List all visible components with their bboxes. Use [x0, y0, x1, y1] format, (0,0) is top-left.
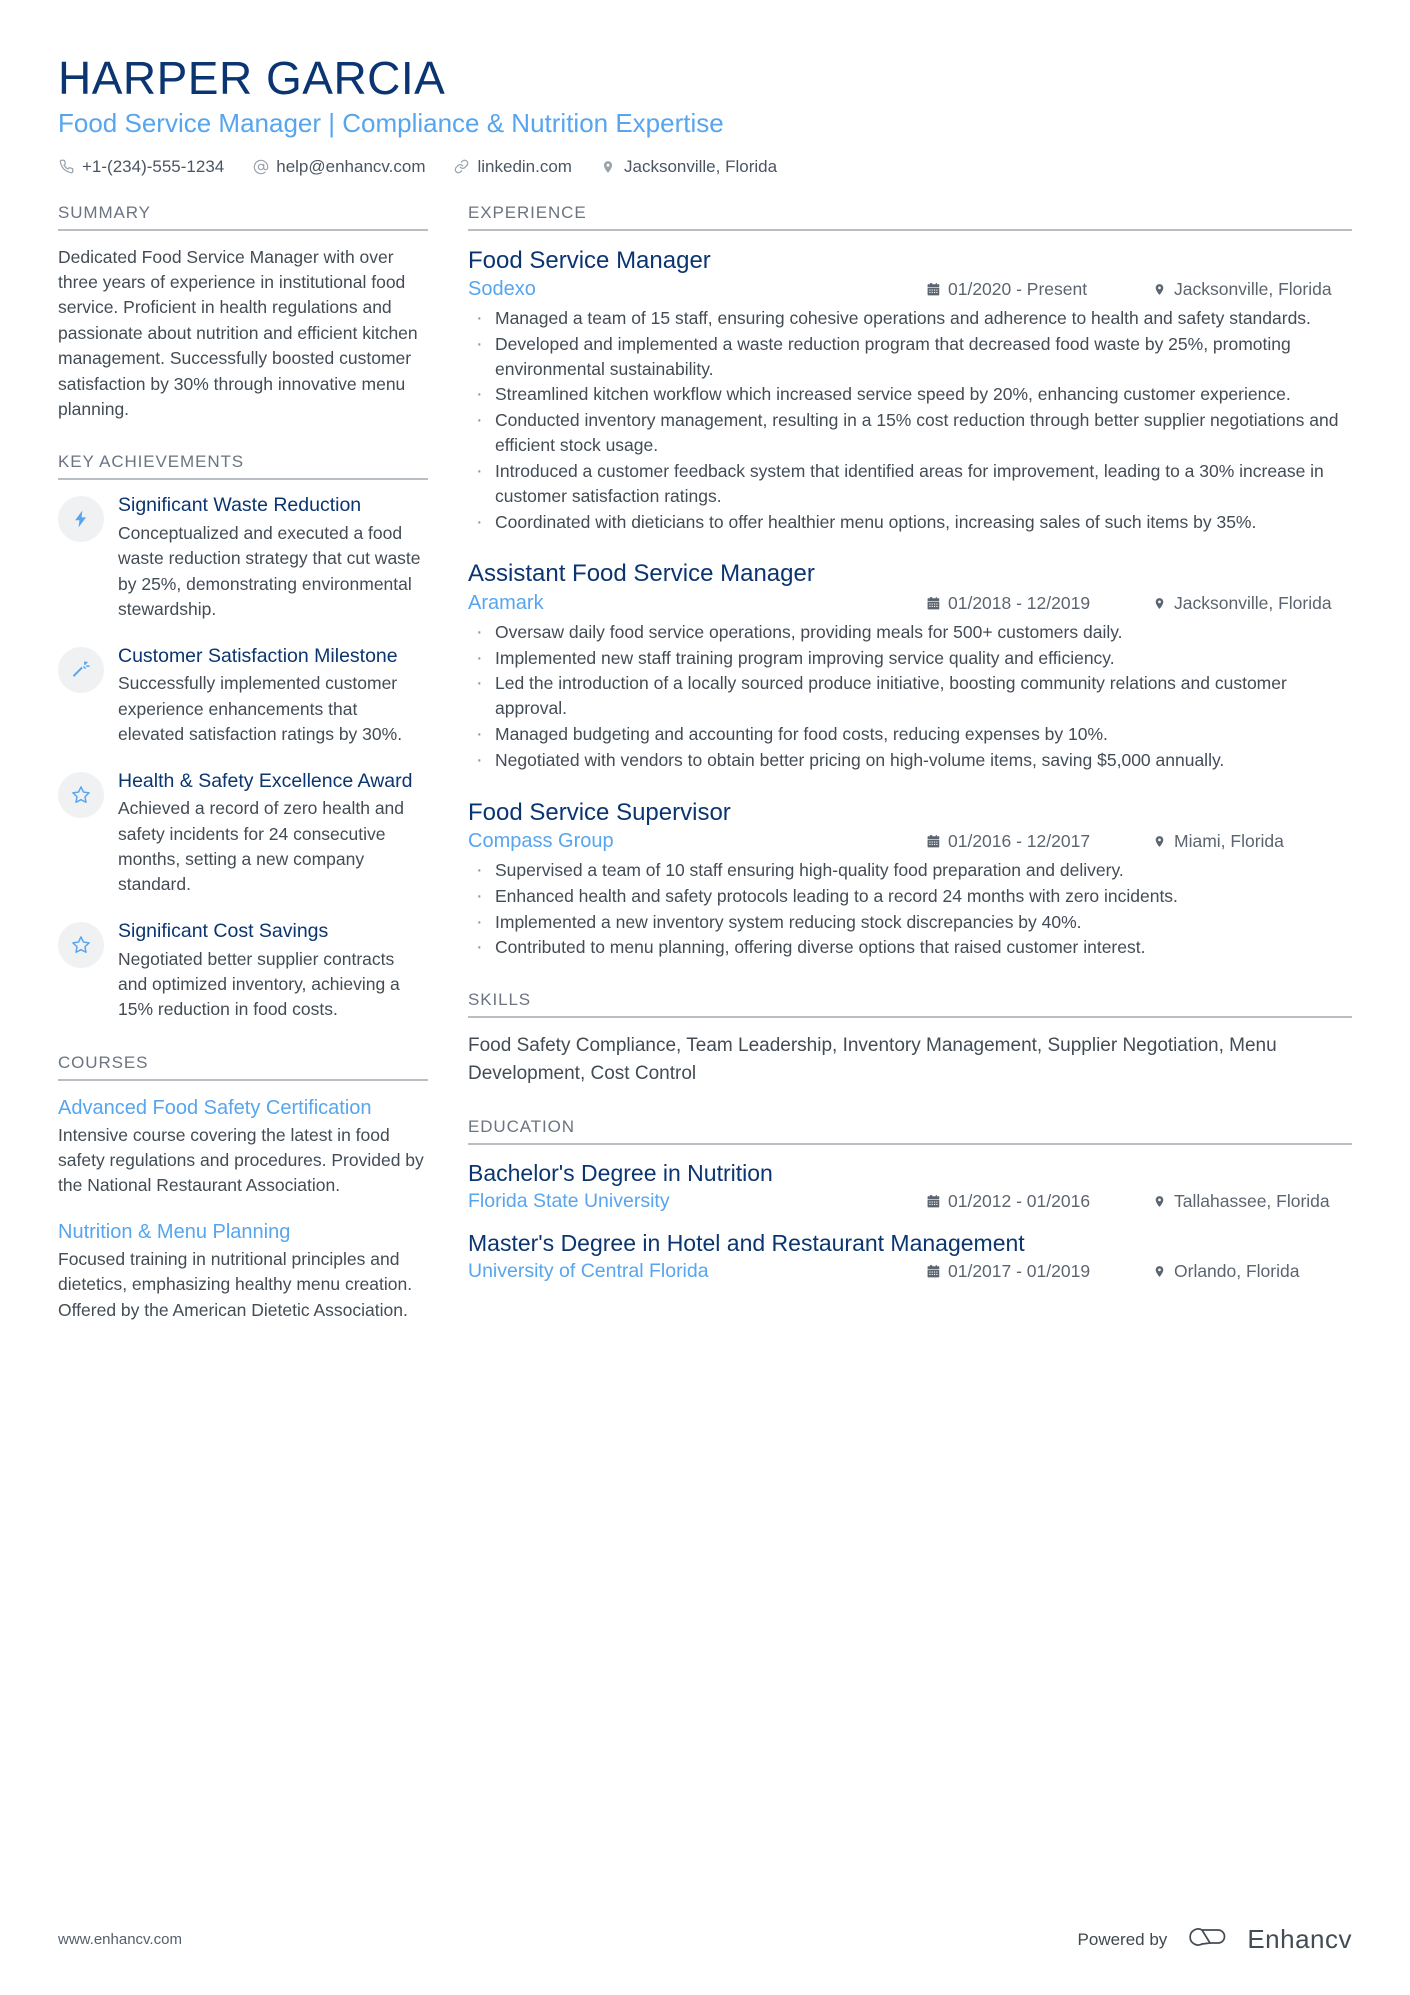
job-bullets — [468, 306, 1352, 535]
location-icon — [1152, 1264, 1167, 1280]
job-date — [926, 831, 1132, 852]
section-skills — [468, 990, 1352, 1087]
experience-item — [468, 558, 1352, 772]
course-item — [58, 1219, 428, 1323]
job-meta — [468, 830, 1352, 853]
courses-heading: COURSES — [58, 1053, 428, 1081]
education-location — [1152, 1191, 1352, 1212]
contact-email-text: help@enhancv.com — [276, 156, 426, 176]
summary-heading: SUMMARY — [58, 203, 428, 231]
education-date — [926, 1191, 1132, 1212]
section-key-achievements — [58, 452, 428, 1022]
email-icon — [252, 158, 269, 175]
achievement-item — [58, 645, 428, 748]
achievement-item — [58, 920, 428, 1023]
contact-location-text: Jacksonville, Florida — [623, 156, 778, 176]
achievement-item — [58, 494, 428, 622]
job-bullet: · Managed a team of 15 staff, ensuring cohesive operations and adherence to health and safety standards. — [468, 306, 1352, 331]
powered-by-label: Powered by — [1077, 1929, 1168, 1949]
calendar-icon — [926, 833, 941, 849]
calendar-icon — [926, 1264, 941, 1280]
education-meta — [468, 1190, 1352, 1213]
skills-heading: SKILLS — [468, 990, 1352, 1018]
location-icon — [1152, 595, 1167, 611]
job-bullet: · Streamlined kitchen workflow which increased service speed by 20%, enhancing customer experience. — [468, 382, 1352, 407]
job-date-text: 01/2016 - 12/2017 — [948, 830, 1091, 851]
job-date — [926, 279, 1132, 300]
job-bullet: · Contributed to menu planning, offering diverse options that raised customer interest. — [468, 935, 1352, 960]
location-icon — [1152, 281, 1167, 297]
education-degree: Bachelor's Degree in Nutrition — [468, 1160, 773, 1187]
job-company[interactable]: Aramark — [468, 591, 544, 614]
job-bullets — [468, 858, 1352, 960]
job-location — [1152, 279, 1352, 300]
section-education — [468, 1117, 1352, 1283]
footer-brand — [1078, 1922, 1352, 1957]
experience-item — [468, 245, 1352, 535]
job-meta — [468, 278, 1352, 301]
key-achievements-heading: KEY ACHIEVEMENTS — [58, 452, 428, 480]
education-date-text: 01/2017 - 01/2019 — [948, 1261, 1091, 1282]
job-date-text: 01/2020 - Present — [948, 278, 1088, 299]
job-bullet: · Led the introduction of a locally sourced produce initiative, boosting community relations and customer approval. — [468, 671, 1352, 721]
education-location — [1152, 1261, 1352, 1282]
job-bullet: · Implemented new staff training program improving service quality and efficiency. — [468, 646, 1352, 671]
education-date — [926, 1261, 1132, 1282]
contact-location — [600, 157, 777, 177]
job-company[interactable]: Sodexo — [468, 277, 536, 300]
achievement-desc: Achieved a record of zero health and safety incidents for 24 consecutive months, setting a new company standard. — [118, 798, 405, 895]
education-heading: EDUCATION — [468, 1117, 1352, 1145]
achievement-title: Significant Waste Reduction — [118, 494, 362, 517]
professional-headline: Food Service Manager | Compliance & Nutrition Expertise — [58, 107, 724, 138]
section-summary — [58, 203, 428, 423]
section-experience — [468, 203, 1352, 961]
phone-icon — [58, 158, 75, 175]
magic-wand-icon — [58, 647, 104, 693]
enhancv-logo-icon — [1181, 1922, 1233, 1957]
contact-row — [58, 157, 1352, 177]
job-meta — [468, 592, 1352, 615]
section-courses — [58, 1053, 428, 1323]
job-bullet: · Implemented a new inventory system reducing stock discrepancies by 40%. — [468, 910, 1352, 935]
job-bullets — [468, 620, 1352, 773]
experience-heading: EXPERIENCE — [468, 203, 1352, 231]
education-item — [468, 1229, 1352, 1283]
education-date-text: 01/2012 - 01/2016 — [948, 1191, 1091, 1212]
course-desc: Focused training in nutritional principles and dietetics, emphasizing healthy menu creation. Offered by the American Dietetic Association. — [58, 1248, 413, 1320]
education-meta — [468, 1260, 1352, 1283]
education-item — [468, 1159, 1352, 1213]
left-column — [58, 203, 450, 1353]
job-location — [1152, 831, 1352, 852]
achievement-desc: Successfully implemented customer experience enhancements that elevated satisfaction ratings by 30%. — [118, 673, 403, 745]
job-bullet: · Coordinated with dieticians to offer healthier menu options, increasing sales of such items by 35%. — [468, 510, 1352, 535]
achievement-title: Significant Cost Savings — [118, 919, 329, 942]
contact-linkedin-text: linkedin.com — [477, 156, 572, 176]
education-school[interactable]: Florida State University — [468, 1190, 670, 1213]
job-bullet: · Managed budgeting and accounting for food costs, reducing expenses by 10%. — [468, 722, 1352, 747]
job-bullet: · Conducted inventory management, resulting in a 15% cost reduction through better supplier negotiations and efficient stock usage. — [468, 408, 1352, 458]
job-date — [926, 593, 1132, 614]
job-bullet: · Oversaw daily food service operations, providing meals for 500+ customers daily. — [468, 620, 1352, 645]
achievement-item — [58, 770, 428, 898]
resume-columns — [58, 203, 1352, 1353]
star-icon — [58, 772, 104, 818]
calendar-icon — [926, 595, 941, 611]
contact-email[interactable] — [252, 157, 425, 177]
location-icon — [1152, 1194, 1167, 1210]
job-bullet: · Introduced a customer feedback system that identified areas for improvement, leading to a 30% increase in customer satisfaction ratings. — [468, 459, 1352, 509]
education-location-text: Tallahassee, Florida — [1174, 1191, 1330, 1212]
job-location-text: Miami, Florida — [1174, 830, 1284, 851]
footer-url[interactable]: www.enhancv.com — [58, 1931, 182, 1948]
skills-text: Food Safety Compliance, Team Leadership, Inventory Management, Supplier Negotiation, Menu Development, Cost Control — [468, 1035, 1277, 1084]
education-degree: Master's Degree in Hotel and Restaurant Management — [468, 1230, 1025, 1257]
summary-text: Dedicated Food Service Manager with over three years of experience in institutional food service. Proficient in health regulations and passionate about nutrition and efficient kitchen management. Successfully boosted customer satisfaction by 30% through innovative menu planning. — [58, 246, 418, 419]
job-location-text: Jacksonville, Florida — [1174, 592, 1332, 613]
experience-item — [468, 797, 1352, 961]
job-location-text: Jacksonville, Florida — [1174, 278, 1332, 299]
job-date-text: 01/2018 - 12/2019 — [948, 592, 1091, 613]
course-desc: Intensive course covering the latest in food safety regulations and procedures. Provided by the National Restaurant Association. — [58, 1124, 424, 1196]
job-bullet: · Negotiated with vendors to obtain better pricing on high-volume items, saving $5,000 annually. — [468, 748, 1352, 773]
job-title: Food Service Supervisor — [468, 798, 731, 826]
resume-header — [58, 52, 1352, 177]
right-column — [450, 203, 1352, 1313]
star-icon — [58, 922, 104, 968]
page-title: HARPER GARCIA — [58, 52, 446, 104]
lightning-bolt-icon — [58, 496, 104, 542]
contact-linkedin[interactable] — [453, 157, 572, 177]
link-icon — [453, 158, 470, 175]
achievement-title: Customer Satisfaction Milestone — [118, 644, 398, 667]
job-bullet: · Developed and implemented a waste reduction program that decreased food waste by 25%, promoting environmental sustainability. — [468, 332, 1352, 382]
brand-name: Enhancv — [1247, 1924, 1352, 1954]
achievement-title: Health & Safety Excellence Award — [118, 769, 413, 792]
page-footer — [58, 1922, 1352, 1957]
job-title: Assistant Food Service Manager — [468, 560, 815, 588]
achievement-desc: Negotiated better supplier contracts and optimized inventory, achieving a 15% reduction in food costs. — [118, 948, 400, 1020]
calendar-icon — [926, 1194, 941, 1210]
course-title[interactable]: Nutrition & Menu Planning — [58, 1220, 291, 1243]
job-location — [1152, 593, 1352, 614]
achievement-desc: Conceptualized and executed a food waste reduction strategy that cut waste by 25%, demonstrating environmental stewardship. — [118, 523, 421, 620]
course-title[interactable]: Advanced Food Safety Certification — [58, 1096, 372, 1119]
job-bullet: · Enhanced health and safety protocols leading to a record 24 months with zero incidents. — [468, 884, 1352, 909]
calendar-icon — [926, 281, 941, 297]
education-school[interactable]: University of Central Florida — [468, 1260, 709, 1283]
education-location-text: Orlando, Florida — [1174, 1261, 1300, 1282]
location-icon — [600, 158, 617, 175]
contact-phone-text: +1-(234)-555-1234 — [82, 156, 225, 176]
job-title: Food Service Manager — [468, 246, 711, 274]
location-icon — [1152, 833, 1167, 849]
contact-phone[interactable] — [58, 157, 224, 177]
job-bullet: · Supervised a team of 10 staff ensuring high-quality food preparation and delivery. — [468, 858, 1352, 883]
job-company[interactable]: Compass Group — [468, 829, 614, 852]
course-item — [58, 1095, 428, 1199]
